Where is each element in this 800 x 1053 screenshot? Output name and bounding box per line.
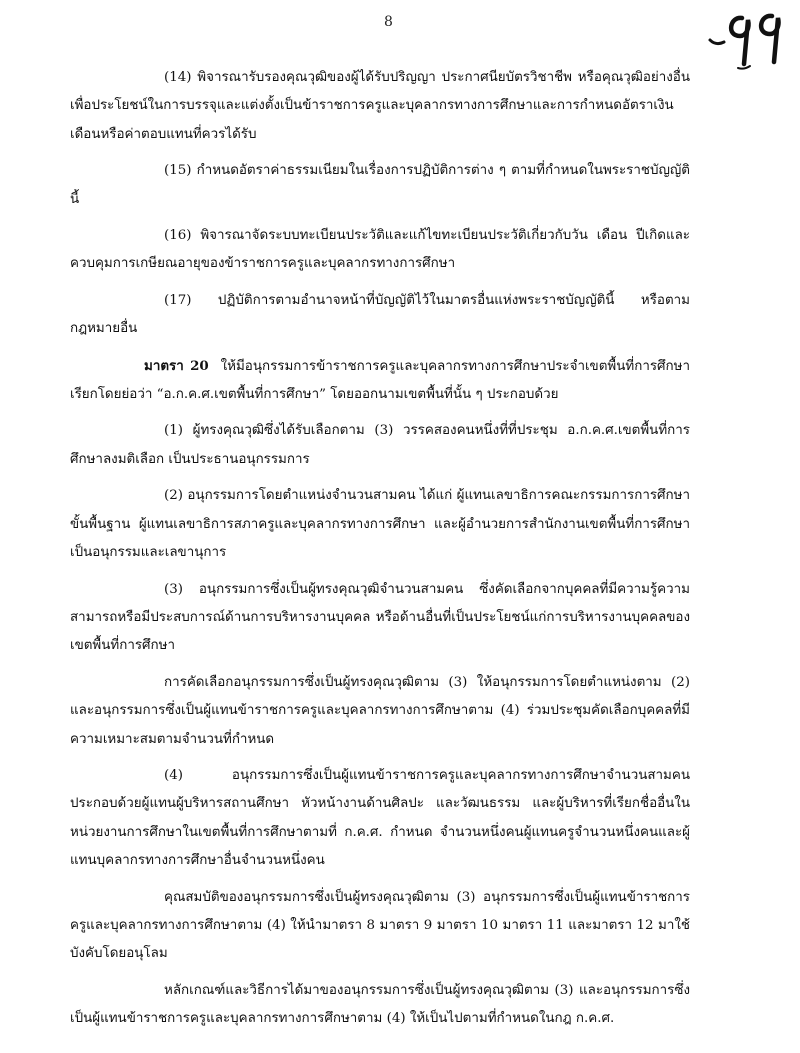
document-body — [70, 64, 690, 1042]
paragraph-s20-2: (2) อนุกรรมการโดยตำแหน่งจำนวนสามคน ได้แก่ ผู้แทนเลขาธิการคณะกรรมการการศึกษาขั้นพื้นฐาน ผู้แทนเลขาธิการสภาครูและบุคลากรทางการศึกษา และผู้อำนวยการสำนักงานเขตพื้นที่การศึกษาเป็นอนุกรรมและเลขานุการ — [70, 488, 690, 561]
section-20-label: มาตรา 20 — [144, 357, 209, 374]
paragraph-s20-1: (1) ผู้ทรงคุณวุฒิซึ่งได้รับเลือกตาม (3) วรรคสองคนหนึ่งที่ที่ประชุม อ.ก.ค.ศ.เขตพื้นที่การศึกษาลงมติเลือก เป็นประธานอนุกรรมการ — [70, 423, 690, 467]
paragraph-s20-3-selection: การคัดเลือกอนุกรรมการซึ่งเป็นผู้ทรงคุณวุฒิตาม (3) ให้อนุกรรมการโดยตำแหน่งตาม (2) และอนุกรรมการซึ่งเป็นผู้แทนข้าราชการครูและบุคลากรทางการศึกษาตาม (4) ร่วมประชุมคัดเลือกบุคคลที่มีความเหมาะสมตามจำนวนที่กำหนด — [70, 674, 690, 747]
paragraph-17: (17) ปฏิบัติการตามอำนาจหน้าที่บัญญัติไว้ในมาตรอื่นแห่งพระราชบัญญัตินี้ หรือตามกฎหมายอื่น — [70, 292, 690, 337]
paragraph-s20-3: (3) อนุกรรมการซึ่งเป็นผู้ทรงคุณวุฒิจำนวนสามคน ซึ่งคัดเลือกจากบุคคลที่มีความรู้ความสามารถหรือมีประสบการณ์ด้านการบริหารงานบุคคล หรือด้านอื่นที่เป็นประโยชน์แก่การบริหารงานบุคคลของเขตพื้นที่การศึกษา — [70, 581, 690, 654]
page-number: 8 — [384, 14, 393, 30]
section-20-paragraph — [70, 352, 690, 410]
paragraph-s20-4: (4) อนุกรรมการซึ่งเป็นผู้แทนข้าราชการครูและบุคลากรทางการศึกษาจำนวนสามคนประกอบด้วยผู้แทนผู้บริหารสถานศึกษา หัวหน้างานด้านศิลปะ และวัฒนธรรม และผู้บริหารที่เรียกชื่ออื่นในหน่วยงานการศึกษาในเขตพื้นที่การศึกษาตามที่ ก.ค.ศ. กำหนด จำนวนหนึ่งคนผู้แทนครูจำนวนหนึ่งคนและผู้แทนบุคลากรทางการศึกษาอื่นจำนวนหนึ่งคน — [70, 767, 690, 869]
paragraph-qualifications: คุณสมบัติของอนุกรรมการซึ่งเป็นผู้ทรงคุณวุฒิตาม (3) อนุกรรมการซึ่งเป็นผู้แทนข้าราชการครูและบุคลากรทางการศึกษาตาม (4) ให้นำมาตรา 8 มาตรา 9 มาตรา 10 มาตรา 11 และมาตรา 12 มาใช้บังคับโดยอนุโลม — [70, 889, 690, 962]
paragraph-15: (15) กำหนดอัตราค่าธรรมเนียมในเรื่องการปฏิบัติการต่าง ๆ ตามที่กำหนดในพระราชบัญญัตินี้ — [70, 163, 690, 207]
section-20-text: ให้มีอนุกรรมการข้าราชการครูและบุคลากรทางการศึกษาประจำเขตพื้นที่การศึกษาเรียกโดยย่อว่า “อ.ก.ค.ศ.เขตพื้นที่การศึกษา” โดยออกนามเขตพื้นที่นั้น ๆ ประกอบด้วย — [70, 358, 690, 403]
handwritten-page-mark — [706, 6, 790, 72]
paragraph-criteria: หลักเกณฑ์และวิธีการได้มาของอนุกรรมการซึ่งเป็นผู้ทรงคุณวุฒิตาม (3) และอนุกรรมการซึ่งเป็นผู้แทนข้าราชการครูและบุคลากรทางการศึกษาตาม (4) ให้เป็นไปตามที่กำหนดในกฎ ก.ค.ศ. — [70, 982, 690, 1027]
paragraph-16: (16) พิจารณาจัดระบบทะเบียนประวัติและแก้ไขทะเบียนประวัติเกี่ยวกับวัน เดือน ปีเกิดและควบคุมการเกษียณอายุของข้าราชการครูและบุคลากรทางการศึกษา — [70, 228, 690, 272]
paragraph-14: (14) พิจารณารับรองคุณวุฒิของผู้ได้รับปริญญา ประกาศนียบัตรวิชาชีพ หรือคุณวุฒิอย่างอื่นเพื่อประโยชน์ในการบรรจุและแต่งตั้งเป็นข้าราชการครูและบุคลากรทางการศึกษาและการกำหนดอัตราเงินเดือนหรือค่าตอบแทนที่ควรได้รับ — [70, 70, 690, 142]
